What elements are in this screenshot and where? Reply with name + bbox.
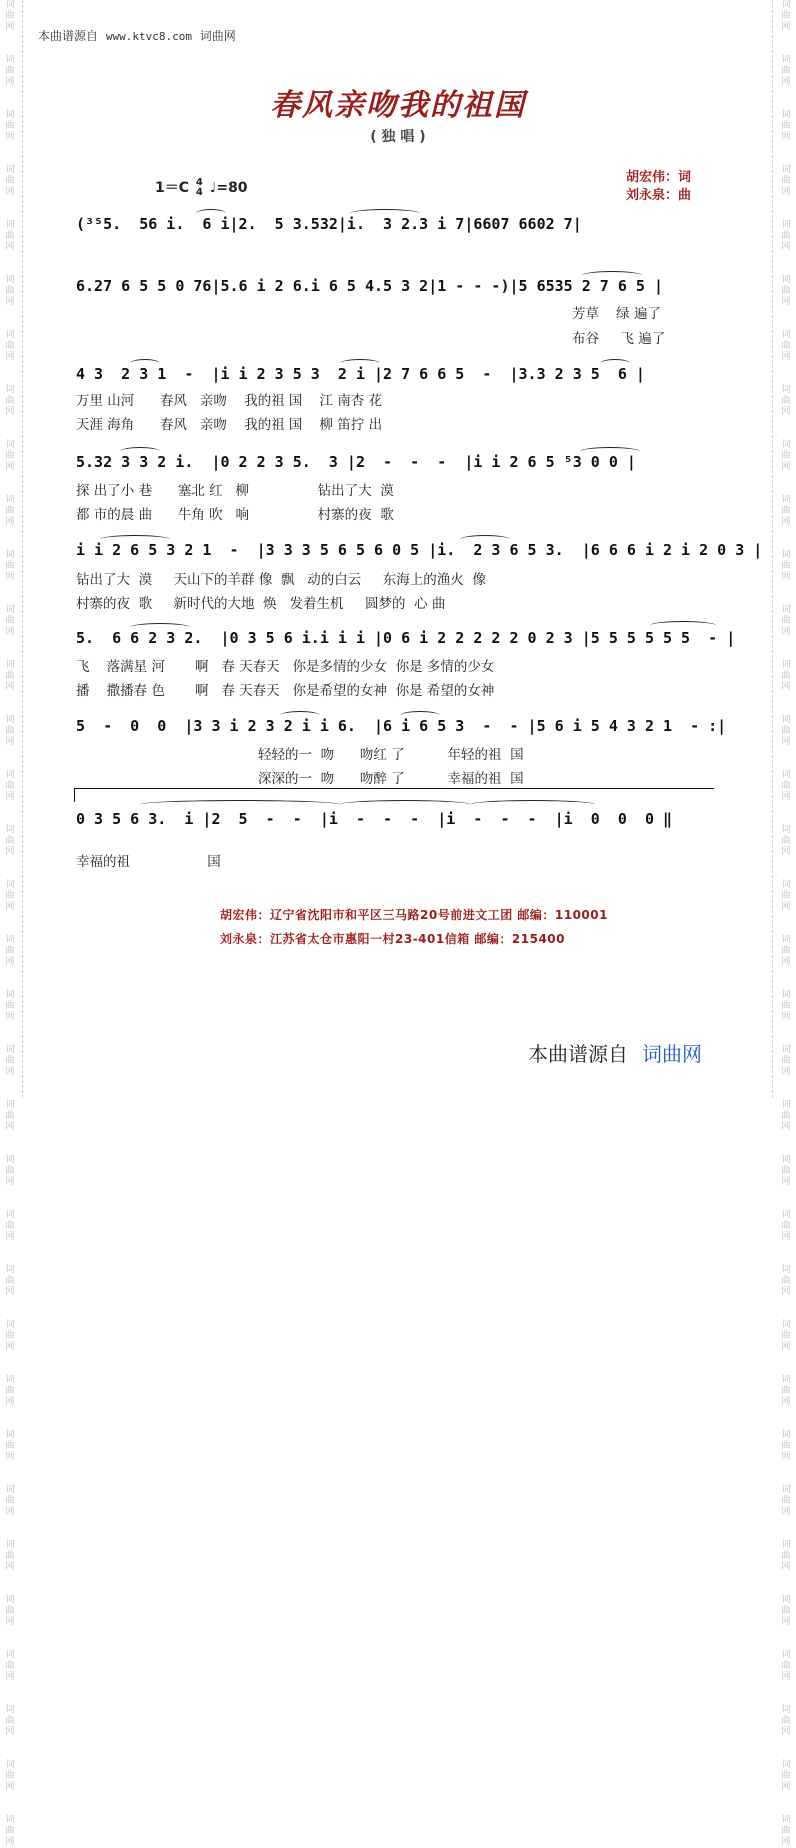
left-margin-rule	[22, 0, 23, 1098]
header-site-link[interactable]: www.ktvc8.com	[105, 30, 192, 43]
footer-brand-link[interactable]: 词曲网	[642, 1042, 702, 1066]
slur-mark	[280, 711, 320, 720]
tie-mark	[140, 800, 340, 809]
score-line-6: 5. 6 6 2 3 2. |0 3 5 6 i.i i i |0 6 i 2 2 2 2 2 0 2 3 |5 5 5 5 5 5 - |	[76, 629, 736, 647]
song-subtitle: ( 独 唱 )	[370, 129, 426, 145]
lyric-line-6-verse-2: 播 撒播春 色 啊 春 天春天 你是希望的女神 你是 希望的女神	[76, 683, 495, 699]
score-line-3: 4 3 2 3 1 - |i i 2 3 5 3 2 i |2 7 6 6 5 - |3.3 2 3 5 6 |	[76, 365, 645, 383]
time-bottom: 4	[195, 187, 203, 198]
key-signature	[155, 177, 248, 198]
address-composer: 刘永泉：江苏省太仓市惠阳一村23-401信箱 邮编：215400	[220, 932, 566, 946]
lyric-line-3-verse-2: 天涯 海角 春风 亲吻 我的祖 国 柳 笛拧 出	[76, 417, 383, 433]
right-watermark-strip: 词 曲 网 词 曲 网 词 曲 网 词 曲 网 词 曲 网 词 曲 网 词 曲 网 词 曲 网 词 曲 网 词 曲 网 词 曲 网 词 曲 网 词 曲 网 词 曲 网 词 曲 网 词 曲 网 词 曲 网 词 曲 网 词 曲 网 词 曲 网 词 曲 网 词 曲 网 词 曲 网 词 曲 网 词 曲 网 词 曲 网 词 曲 网 词 曲 网 词 曲 网 词 曲 网 词 曲 网 词 曲 网 词 曲 网 词 曲 网	[781, 0, 791, 1847]
lyric-line-5-verse-1: 钻出了大 漠 天山下的羊群 像 飘 动的白云 东海上的渔火 像	[76, 572, 486, 588]
header-suffix: 词曲网	[199, 29, 236, 43]
slur-mark	[650, 621, 716, 630]
address-lyricist: 胡宏伟：辽宁省沈阳市和平区三马路20号前进文工团 邮编：110001	[220, 908, 608, 922]
source-footer	[528, 1038, 702, 1067]
slur-mark	[100, 535, 170, 544]
time-signature	[196, 178, 203, 198]
lyric-line-5-verse-2: 村寨的夜 歌 新时代的大地 焕 发着生机 圆梦的 心 曲	[76, 596, 446, 612]
slur-mark	[130, 623, 190, 632]
slur-mark	[120, 447, 160, 456]
lyric-line-7-verse-1: 轻轻的一 吻 吻红 了 年轻的祖 国	[258, 747, 524, 763]
lyric-line-2-verse-1: 芳草 绿 遍了	[572, 306, 661, 322]
source-header	[38, 27, 236, 44]
slur-mark	[340, 359, 380, 368]
slur-mark	[600, 359, 630, 368]
tie-mark	[470, 800, 595, 809]
lyric-line-3-verse-1: 万里 山河 春风 亲吻 我的祖 国 江 南杏 花	[76, 393, 383, 409]
right-margin-rule	[772, 0, 773, 1098]
lyric-line-4-verse-1: 探 出了小 巷 塞北 红 柳 钻出了大 漠	[76, 483, 394, 499]
left-watermark-strip: 词 曲 网 词 曲 网 词 曲 网 词 曲 网 词 曲 网 词 曲 网 词 曲 网 词 曲 网 词 曲 网 词 曲 网 词 曲 网 词 曲 网 词 曲 网 词 曲 网 词 曲 网 词 曲 网 词 曲 网 词 曲 网 词 曲 网 词 曲 网 词 曲 网 词 曲 网 词 曲 网 词 曲 网 词 曲 网 词 曲 网 词 曲 网 词 曲 网 词 曲 网 词 曲 网 词 曲 网 词 曲 网 词 曲 网 词 曲 网	[5, 0, 15, 1847]
header-prefix: 本曲谱源自	[38, 29, 99, 43]
score-line-2: 6.27 6 5 5 0 76|5.6 i 2 6.i 6 5 4.5 3 2|1 - - -)|5 6535 2 7 6 5 |	[76, 277, 663, 295]
volta-bracket	[74, 788, 75, 802]
lyric-line-4-verse-2: 都 市的晨 曲 牛角 吹 响 村寨的夜 歌	[76, 507, 394, 523]
song-title: 春风亲吻我的祖国	[270, 88, 526, 123]
lyric-line-2-verse-2: 布谷 飞 遍了	[572, 331, 666, 347]
slur-mark	[130, 359, 160, 368]
footer-text: 本曲谱源自	[528, 1042, 628, 1066]
lyric-line-8: 幸福的祖 国	[76, 854, 221, 870]
lyric-line-7-verse-2: 深深的一 吻 吻醉 了 幸福的祖 国	[258, 771, 524, 787]
lyric-line-6-verse-1: 飞 落满星 河 啊 春 天春天 你是多情的少女 你是 多情的少女	[76, 659, 495, 675]
score-line-5: i i 2 6 5 3 2 1 - |3 3 3 5 6 5 6 0 5 |i. 2 3 6 5 3. |6 6 6 i 2 i 2 0 3 |	[76, 541, 763, 559]
score-line-7: 5 - 0 0 |3 3 i 2 3 2 i i 6. |6 i 6 5 3 - - |5 6 i 5 4 3 2 1 - :|	[76, 717, 727, 735]
score-line-4: 5.32 3 3 2 i. |0 2 2 3 5. 3 |2 - - - |i i 2 6 5 ⁵3 0 0 |	[76, 453, 636, 471]
volta-bracket-line	[74, 788, 714, 789]
key-label: 1＝C	[155, 180, 190, 196]
slur-mark	[582, 271, 642, 280]
time-top: 4	[195, 177, 203, 188]
slur-mark	[400, 711, 440, 720]
slur-mark	[350, 209, 420, 218]
lyricist-credit: 胡宏伟：词	[626, 170, 692, 185]
composer-credit: 刘永泉：曲	[626, 188, 692, 203]
tempo-mark: ♩=80	[209, 180, 248, 196]
score-line-8: 0 3 5 6 3. i |2 5 - - |i - - - |i - - - |i 0 0 0 ‖	[76, 810, 673, 828]
tie-mark	[340, 800, 470, 809]
slur-mark	[580, 447, 640, 456]
slur-mark	[196, 209, 226, 218]
slur-mark	[460, 535, 510, 544]
score-line-1: (³⁵5. 56 i. 6 i|2. 5 3.532|i. 3 2.3 i 7|6607 6602 7|	[76, 215, 582, 233]
